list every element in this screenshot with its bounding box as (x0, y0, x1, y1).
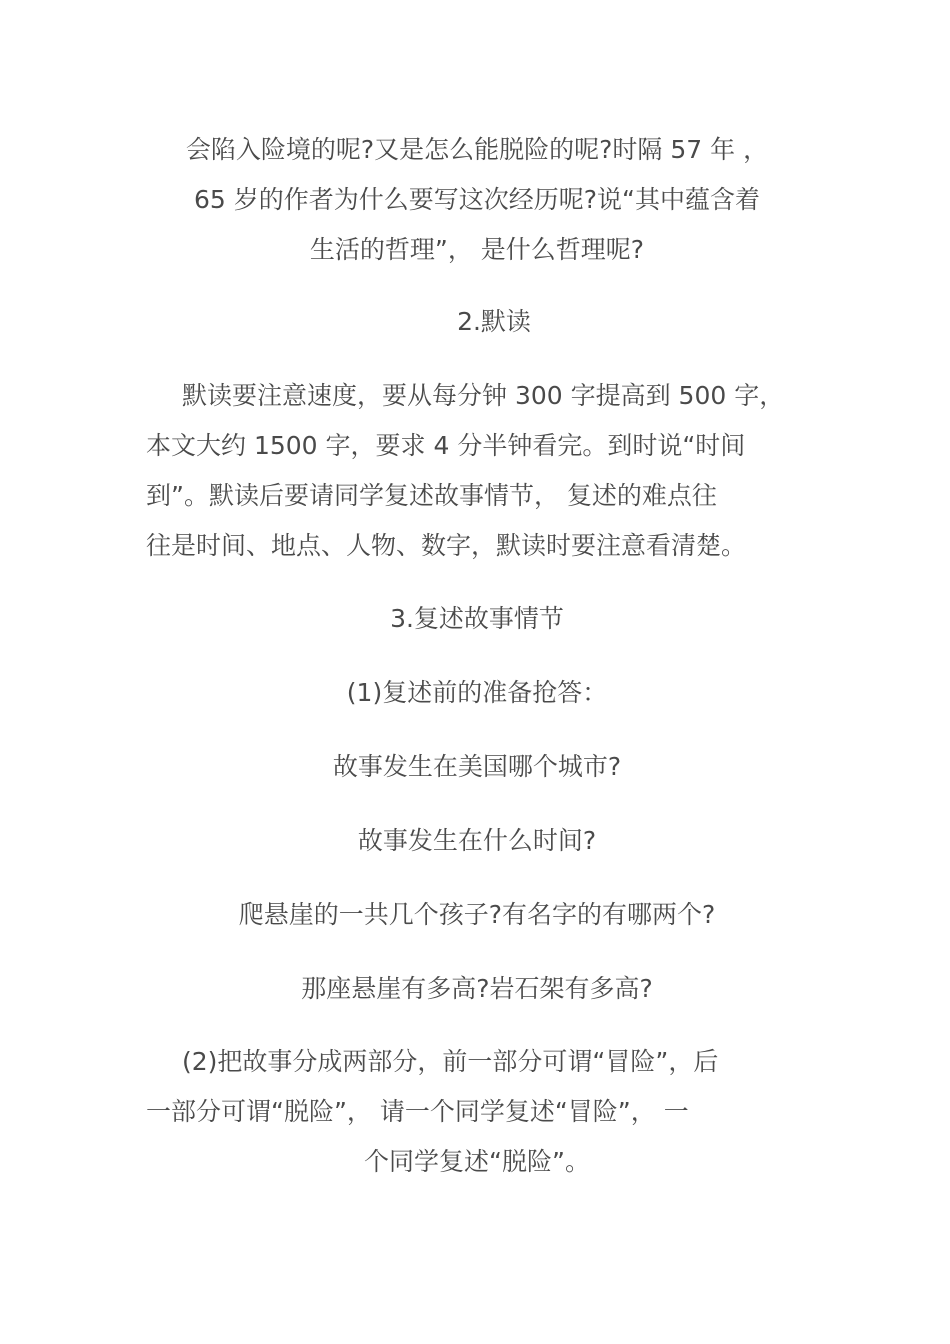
intro-paragraph (146, 125, 808, 275)
text-line: (2)把故事分成两部分，前一部分可谓“冒险”，后 (182, 1047, 719, 1076)
question-3: 爬悬崖的一共几个孩子?有名字的有哪两个? (238, 900, 716, 929)
text-line: 会陷入险境的呢?又是怎么能脱险的呢?时隔 57 年 ， (185, 135, 769, 164)
subheading-1: (1)复述前的准备抢答： (346, 678, 608, 707)
text-line: 往是时间、地点、人物、数字，默读时要注意看清楚。 (146, 531, 747, 560)
text-line: 生活的哲理”， 是什么哲理呢? (309, 235, 645, 264)
subheading-2-paragraph (146, 1037, 808, 1187)
question-2: 故事发生在什么时间? (357, 826, 597, 855)
text-line: 本文大约 1500 字，要求 4 分半钟看完。到时说“时间 (146, 431, 746, 460)
text-line: 65 岁的作者为什么要写这次经历呢?说“其中蕴含着 (194, 185, 760, 214)
section-heading-3: 3.复述故事情节 (390, 604, 564, 633)
text-line: 个同学复述“脱险”。 (364, 1147, 590, 1176)
question-1: 故事发生在美国哪个城市? (332, 752, 622, 781)
text-line: 到”。默读后要请同学复述故事情节， 复述的难点往 (146, 481, 717, 510)
reading-paragraph (146, 371, 808, 571)
question-4: 那座悬崖有多高?岩石架有多高? (301, 974, 653, 1003)
text-line: 一部分可谓“脱险”， 请一个同学复述“冒险”， 一 (146, 1097, 689, 1126)
section-heading-2: 2.默读 (457, 307, 531, 336)
text-line: 默读要注意速度，要从每分钟 300 字提高到 500 字， (182, 381, 785, 410)
